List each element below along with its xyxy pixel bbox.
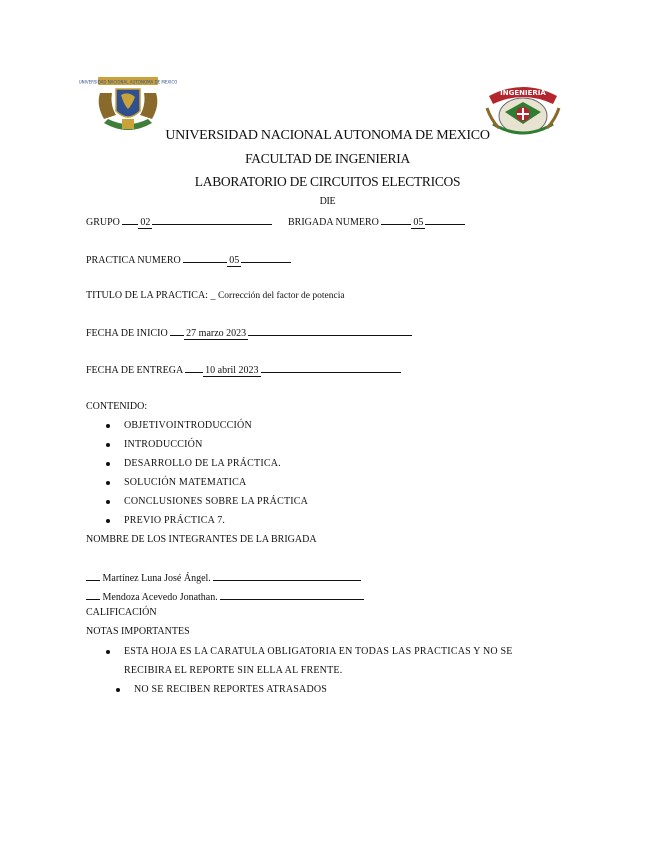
entrega-field xyxy=(86,363,401,377)
note-1-line-2: RECIBIRA EL REPORTE SIN ELLA AL FRENTE. xyxy=(124,665,343,676)
notas-heading: NOTAS IMPORTANTES xyxy=(86,626,190,637)
grupo-field xyxy=(86,215,272,229)
practica-value: 05 xyxy=(229,255,240,266)
contenido-item: DESARROLLO DE LA PRÁCTICA. xyxy=(124,458,281,469)
calificacion-label: CALIFICACIÓN xyxy=(86,607,157,618)
bullet-dot xyxy=(106,500,110,504)
note-2: NO SE RECIBEN REPORTES ATRASADOS xyxy=(134,684,328,695)
bullet-dot xyxy=(106,443,110,447)
contenido-item: CONCLUSIONES SOBRE LA PRÁCTICA xyxy=(124,496,309,507)
titulo-value: Corrección del factor de potencia xyxy=(217,291,345,301)
bullet-dot xyxy=(106,481,110,485)
lab-title: LABORATORIO DE CIRCUITOS ELECTRICOS xyxy=(194,174,461,189)
titulo-label: TITULO DE LA PRACTICA: _ xyxy=(86,290,216,301)
inicio-value: 27 marzo 2023 xyxy=(186,328,247,339)
bullet-dot xyxy=(106,650,110,654)
entrega-label: FECHA DE ENTREGA xyxy=(86,365,183,376)
bullet-dot xyxy=(106,519,110,523)
titulo-field xyxy=(86,290,345,301)
practica-label: PRACTICA NUMERO xyxy=(86,255,181,266)
member-row xyxy=(86,590,364,603)
faculty-title: FACULTAD DE INGENIERIA xyxy=(245,151,410,166)
university-title: UNIVERSIDAD NACIONAL AUTONOMA DE MEXICO xyxy=(165,128,490,143)
practica-field xyxy=(86,253,291,267)
contenido-item: INTRODUCCIÓN xyxy=(124,439,203,450)
member-name: Mendoza Acevedo Jonathan. xyxy=(102,592,218,603)
fi-banner-text: INGENIERIA xyxy=(500,89,546,97)
contenido-item: OBJETIVOINTRODUCCIÓN xyxy=(124,420,252,431)
contenido-item: SOLUCIÓN MATEMATICA xyxy=(124,477,247,488)
note-1-line-1: ESTA HOJA ES LA CARATULA OBLIGATORIA EN TODAS LAS PRACTICAS Y NO SE xyxy=(124,646,513,657)
member-row xyxy=(86,571,361,584)
dept-title: DIE xyxy=(319,196,336,207)
integrantes-heading: NOMBRE DE LOS INTEGRANTES DE LA BRIGADA xyxy=(86,534,317,545)
bullet-dot xyxy=(106,424,110,428)
brigada-value: 05 xyxy=(413,217,424,228)
brigada-label: BRIGADA NUMERO xyxy=(288,217,379,228)
inicio-label: FECHA DE INICIO xyxy=(86,328,168,339)
bullet-dot xyxy=(116,688,120,692)
inicio-field xyxy=(86,326,412,340)
contenido-item: PREVIO PRÁCTICA 7. xyxy=(124,515,226,526)
bullet-dot xyxy=(106,462,110,466)
contenido-heading: CONTENIDO: xyxy=(86,401,148,412)
entrega-value: 10 abril 2023 xyxy=(205,365,259,376)
grupo-value: 02 xyxy=(140,217,151,228)
member-name: Martínez Luna José Ángel. xyxy=(102,573,211,584)
unam-banner-text: UNIVERSIDAD NACIONAL AUTONOMA DE MEXICO xyxy=(78,79,178,85)
grupo-label: GRUPO xyxy=(86,217,120,228)
brigada-field xyxy=(288,215,465,229)
